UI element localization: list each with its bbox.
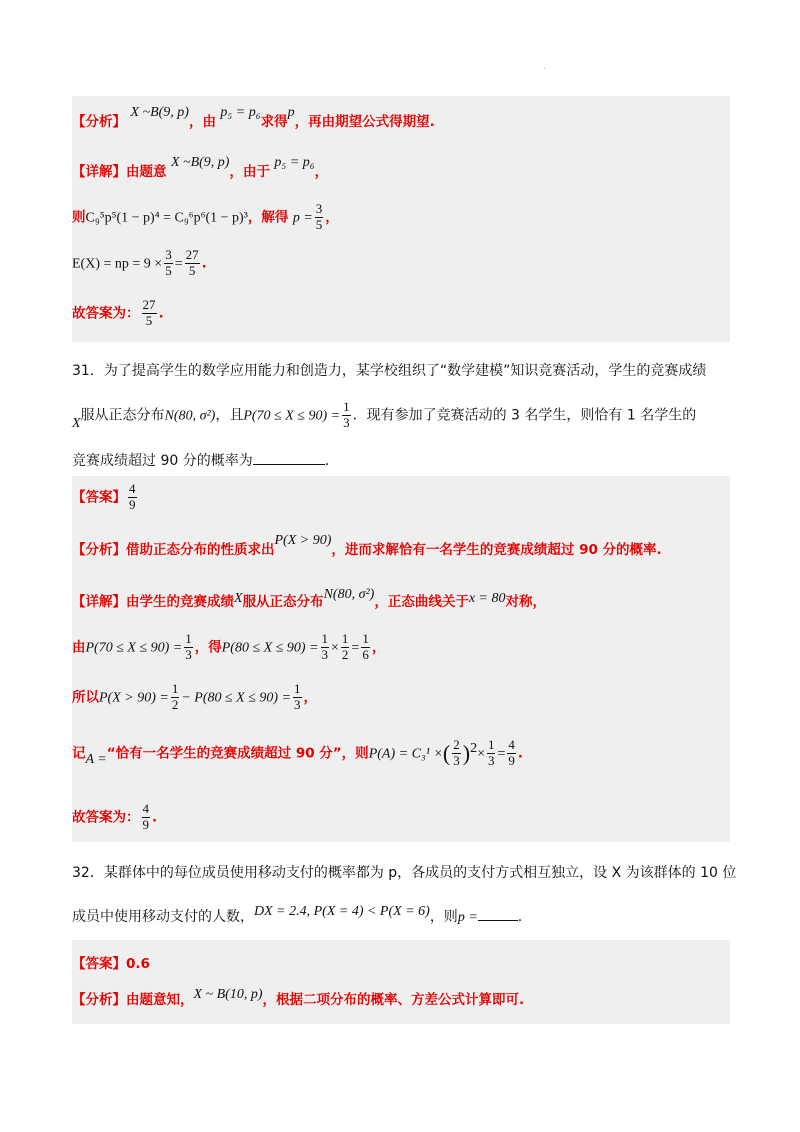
text: “恰有一名学生的竞赛成绩超过 90 分”，则: [106, 745, 369, 762]
fraction: $\frac{4}{9}$: [508, 737, 515, 768]
question-32-line-1: 32．某群体中的每位成员使用移动支付的概率都为 p，各成员的支付方式相互独立，设 X 为该群体的 10 位: [72, 865, 737, 881]
fraction: $\frac{1}{3}$: [343, 399, 350, 430]
fraction: $\frac{3}{5}$: [315, 201, 323, 232]
answer-blank: [253, 452, 325, 465]
text: 则: [72, 209, 86, 226]
math-probability: P(70 ≤ X ≤ 90) =: [243, 408, 341, 424]
analysis-tag: 【分析】: [72, 114, 126, 130]
solution-block-30: [72, 96, 730, 342]
text: ，由于: [229, 164, 270, 180]
math-normal: N(80, σ²): [164, 408, 216, 424]
text: ，得: [194, 639, 222, 656]
page-dot: .: [543, 62, 546, 71]
math-equal: =: [351, 640, 360, 656]
text: 所以: [72, 689, 99, 706]
math-x: X: [234, 591, 243, 606]
text: .: [517, 745, 524, 762]
math-event-a: A =: [85, 752, 107, 768]
detail-line: [72, 587, 546, 611]
paren-open: (: [442, 740, 451, 766]
fraction: $\frac{27}{5}$: [185, 247, 199, 278]
fraction: $\frac{1}{2}$: [171, 681, 179, 712]
text: ，: [314, 164, 329, 180]
math-p: p =: [292, 210, 313, 226]
math-probability: P(X > 90) =: [99, 690, 169, 706]
text: 服从正态分布: [242, 594, 324, 610]
question-31-line-3: [72, 450, 329, 470]
question-31-line-1: 31．为了提高学生的数学应用能力和创造力，某学校组织了“数学建模”知识竞赛活动，学生的竞赛成绩: [72, 363, 707, 379]
detail-tag: 【详解】由学生的竞赛成绩: [72, 594, 234, 610]
text: ，正态曲线关于: [374, 594, 469, 610]
math-expectation: E(X) = np = 9 ×: [72, 256, 163, 272]
text: ．现有参加了竞赛活动的 3 名学生，则恰有 1 名学生的: [352, 407, 697, 424]
expectation-line: [72, 248, 207, 279]
detail-line: [72, 155, 329, 181]
math-probability: P(X > 90): [274, 533, 332, 548]
answer-tag: 故答案为：: [72, 305, 140, 322]
answer-line: [72, 482, 139, 513]
text: 服从正态分布: [80, 407, 165, 424]
note-line: [72, 738, 523, 769]
math-probability: P(70 ≤ X ≤ 90) =: [85, 640, 183, 656]
math-symmetry-axis: x = 80: [468, 591, 506, 606]
fraction: $\frac{4}{9}$: [129, 481, 136, 512]
math-probability: − P(80 ≤ X ≤ 90) =: [181, 690, 292, 706]
math-binomial: X ~B(9, p): [130, 105, 189, 120]
text: 记: [72, 745, 86, 762]
fraction: $\frac{1}{3}$: [294, 681, 301, 712]
math-binomial: X ~B(9, p): [170, 155, 230, 170]
text: ，则: [429, 909, 458, 925]
text: .: [201, 255, 207, 272]
question-31-line-2: [72, 400, 696, 431]
math-times: ×: [477, 746, 485, 762]
solution-block-32: [72, 940, 730, 1024]
math-binomial: X ~ B(10, p): [193, 987, 263, 1002]
text: .: [517, 909, 523, 925]
text: .: [324, 453, 330, 469]
math-equal: =: [497, 746, 506, 762]
math-p-equal: p₅ = p₆: [274, 155, 315, 170]
answer-blank: [478, 908, 518, 921]
text: 成员中使用移动支付的人数，: [72, 909, 254, 925]
text: .: [158, 305, 164, 322]
text: ，根据二项分布的概率、方差公式计算即可.: [262, 992, 525, 1008]
answer-line: [72, 802, 157, 833]
text: 竞赛成绩超过 90 分的概率为: [72, 453, 253, 469]
detail-tag: 【详解】由题意: [72, 164, 167, 180]
fraction: $\frac{27}{5}$: [142, 297, 156, 328]
analysis-tag: 【分析】由题意知，: [72, 992, 194, 1008]
fraction: $\frac{1}{3}$: [185, 631, 192, 662]
fraction: $\frac{1}{2}$: [341, 631, 349, 662]
fraction: $\frac{3}{5}$: [165, 247, 172, 278]
text: ，: [303, 689, 318, 706]
text: ，进而求解恰有一名学生的竞赛成绩超过 90 分的概率.: [331, 542, 662, 558]
fraction: $\frac{1}{3}$: [487, 737, 495, 768]
fraction: $\frac{1}{6}$: [362, 631, 369, 662]
analysis-line: [72, 533, 662, 559]
math-x: X: [72, 416, 81, 432]
math-p-equal: p₅ = p₆: [220, 105, 261, 120]
math-exponent: 2: [470, 740, 478, 756]
text: .: [152, 809, 158, 826]
answer-tag: 【答案】0.6: [72, 956, 150, 972]
then-line: [72, 202, 339, 233]
text: ，再由期望公式得期望.: [294, 114, 435, 130]
fraction: $\frac{4}{9}$: [142, 801, 149, 832]
text: ，且: [215, 407, 244, 424]
answer-tag: 故答案为：: [72, 809, 140, 826]
answer-line: [72, 952, 150, 972]
math-variance-condition: DX = 2.4, P(X = 4) < P(X = 6): [254, 904, 430, 919]
text: 对称，: [505, 594, 546, 610]
analysis-line: [72, 988, 524, 1009]
analysis-line: [72, 105, 435, 131]
text: ，解得: [247, 209, 289, 226]
math-normal: N(80, σ²): [323, 587, 375, 602]
math-probability: P(80 ≤ X ≤ 90) =: [221, 640, 319, 656]
question-32-line-2: [72, 906, 522, 926]
paren-close: ): [462, 740, 471, 766]
text: ，: [325, 209, 339, 226]
solution-block-31: [72, 476, 730, 842]
fraction: $\frac{1}{3}$: [321, 631, 328, 662]
so-line: [72, 682, 317, 713]
answer-tag: 【答案】: [72, 489, 126, 506]
math-equal: =: [174, 256, 183, 272]
answer-line: [72, 298, 164, 329]
math-probability: P(A) = C₃¹ ×: [368, 746, 443, 762]
math-combination-equation: C₉⁵p⁵(1 − p)⁴ = C₉⁶p⁶(1 − p)³: [85, 210, 248, 226]
text: ，由: [188, 114, 216, 130]
text: ，: [371, 639, 386, 656]
math-p: p: [287, 105, 295, 120]
math-p: p =: [457, 910, 478, 925]
text: 求得: [260, 114, 288, 130]
text: 由: [72, 639, 86, 656]
analysis-tag: 【分析】借助正态分布的性质求出: [72, 542, 275, 558]
fraction: $\frac{2}{3}$: [453, 737, 460, 768]
derivation-line: [72, 632, 385, 663]
math-times: ×: [331, 640, 339, 656]
